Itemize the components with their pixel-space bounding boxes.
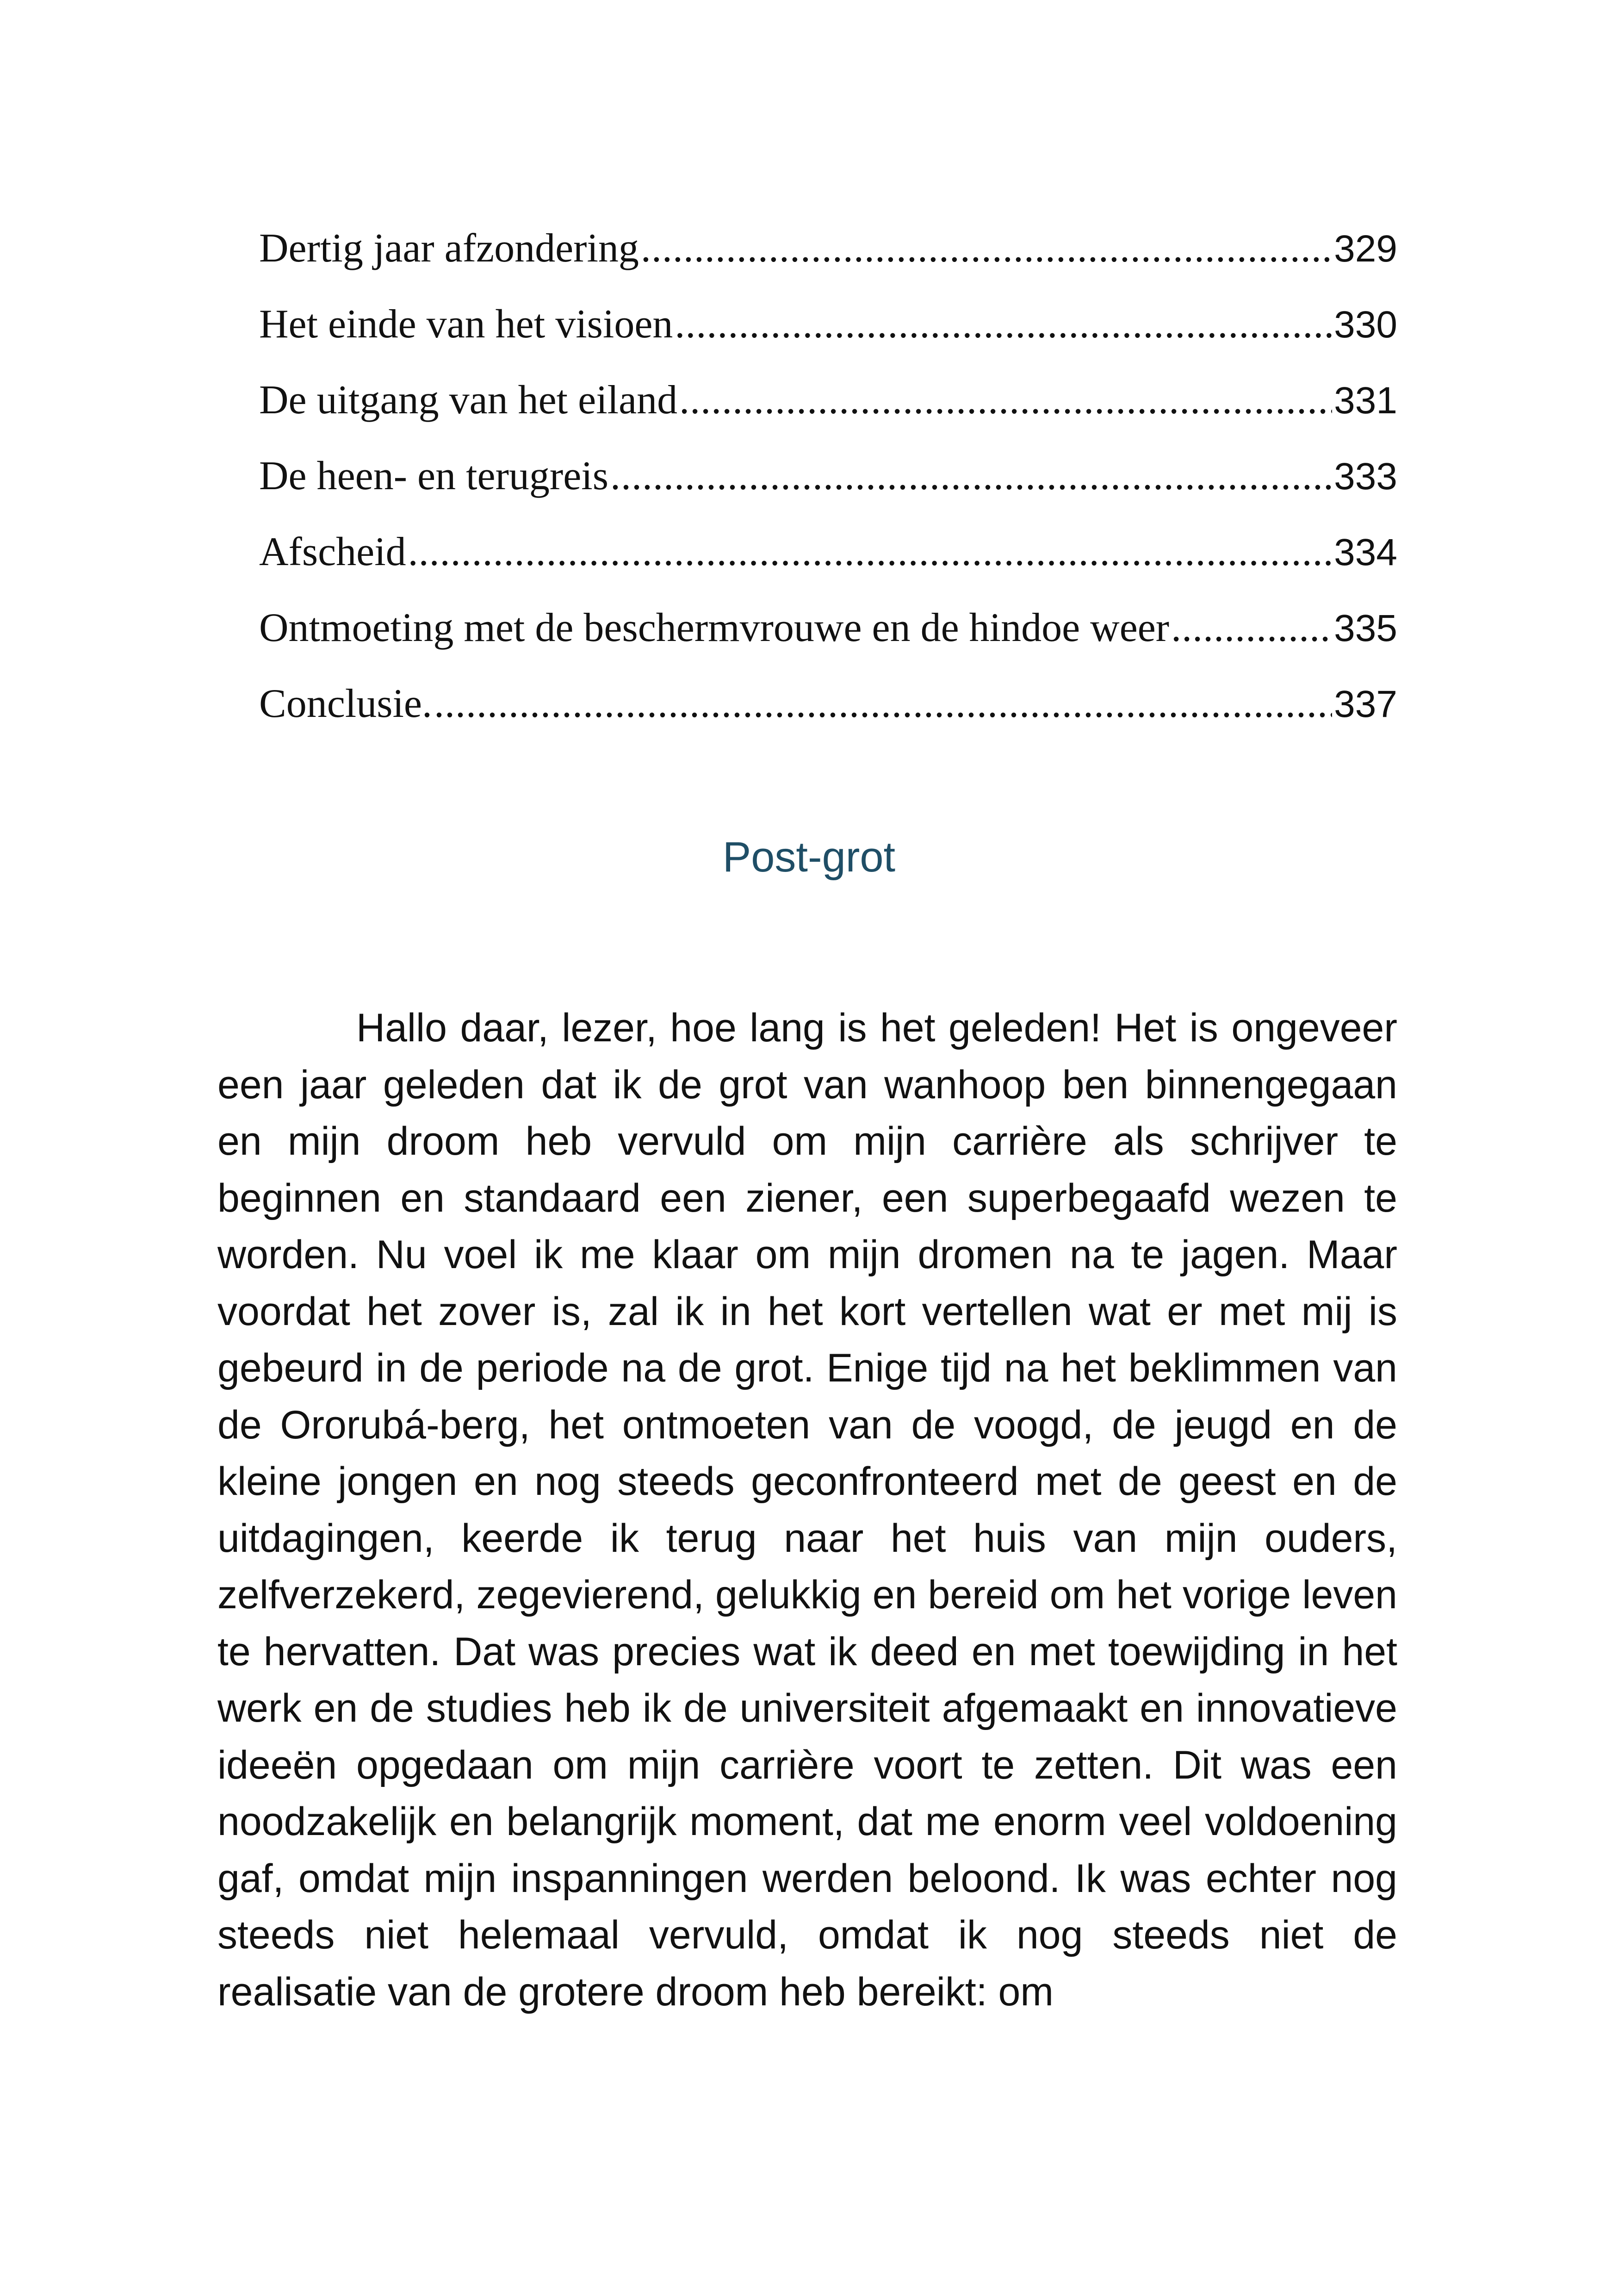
toc-entry-title: Dertig jaar afzondering [259,226,639,271]
toc-entry[interactable] [259,438,1397,514]
toc-entry[interactable] [259,666,1397,742]
toc-entry-title: Ontmoeting met de beschermvrouwe en de hindoe weer [259,605,1170,650]
toc-dot-leader [675,286,1332,362]
toc-entry-page: 337 [1334,683,1397,725]
body-paragraph [217,1000,1397,2020]
toc-entry[interactable] [259,590,1397,666]
toc-dot-leader [434,666,1332,742]
toc-entry-title: Conclusie. [259,681,432,726]
body-paragraph-text: Hallo daar, lezer, hoe lang is het geleden! Het is ongeveer een jaar geleden dat ik de grot van wanhoop ben binnengegaan en mijn droom heb vervuld om mijn carrière als schrijver te beginnen en standaard een ziener, een superbegaafd wezen te worden. Nu voel ik me klaar om mijn dromen na te jagen. Maar voordat het zover is, zal ik in het kort vertellen wat er met mij is gebeurd in de periode na de grot. Enige tijd na het beklimmen van de Ororubá-berg, het ontmoeten van de voogd, de jeugd en de kleine jongen en nog steeds geconfronteerd met de geest en de uitdagingen, keerde ik terug naar het huis van mijn ouders, zelfverzekerd, zegevierend, gelukkig en bereid om het vorige leven te hervatten. Dat was precies wat ik deed en met toewijding in het werk en de studies heb ik de universiteit afgemaakt en innovatieve ideeën opgedaan om mijn carrière voort te zetten. Dit was een noodzakelijk en belangrijk moment, dat me enorm veel voldoening gaf, omdat mijn inspanningen werden beloond. Ik was echter nog steeds niet helemaal vervuld, omdat ik nog steeds niet de realisatie van de grotere droom heb bereikt: om [217,1006,1397,2014]
chapter-heading: Post-grot [722,834,896,881]
table-of-contents [259,211,1397,742]
toc-entry-page: 333 [1334,455,1397,498]
toc-entry-page: 335 [1334,607,1397,649]
toc-entry-page: 334 [1334,531,1397,573]
toc-entry-title: De heen- en terugreis [259,454,608,498]
toc-entry[interactable] [259,514,1397,590]
toc-entry-title: De uitgang van het eiland [259,378,678,423]
toc-entry-page: 330 [1334,304,1397,346]
toc-dot-leader [610,438,1332,514]
toc-entry-title: Het einde van het visioen [259,302,673,347]
toc-entry[interactable] [259,211,1397,286]
toc-entry-title: Afscheid [259,529,406,574]
toc-entry[interactable] [259,362,1397,438]
toc-dot-leader [1171,590,1332,666]
toc-dot-leader [408,514,1333,590]
toc-entry-page: 329 [1334,228,1397,270]
toc-entry-page: 331 [1334,380,1397,422]
toc-dot-leader [641,211,1332,286]
toc-dot-leader [679,362,1332,438]
toc-entry[interactable] [259,286,1397,362]
